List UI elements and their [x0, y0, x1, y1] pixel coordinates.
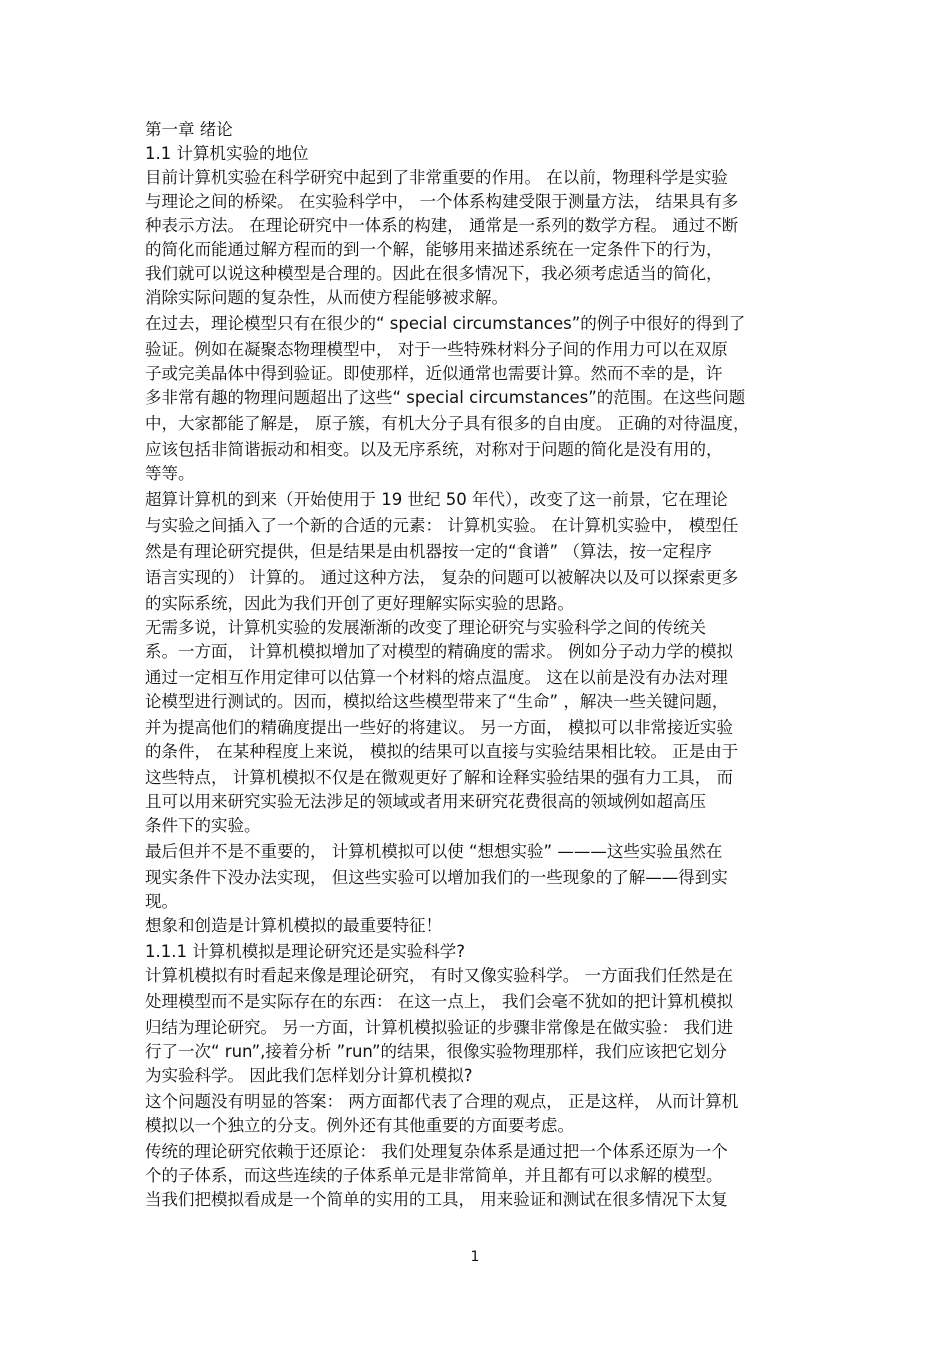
body-line: 条件下的实验。	[145, 816, 261, 835]
body-line: 论模型进行测试的。因而，模拟给这些模型带来了“生命” ，解决一些关键问题，	[145, 692, 729, 711]
body-line: 系。一方面， 计算机模拟增加了对模型的精确度的需求。 例如分子动力学的模拟	[145, 642, 733, 661]
body-line: 现实条件下没办法实现， 但这些实验可以增加我们的一些现象的了解——得到实	[145, 868, 728, 887]
body-line: 应该包括非简谐振动和相变。以及无序系统，对称对于问题的简化是没有用的，	[145, 440, 723, 459]
body-line: 的简化而能通过解方程而的到一个解，能够用来描述系统在一定条件下的行为，	[145, 240, 723, 259]
body-line: 处理模型而不是实际存在的东西： 在这一点上， 我们会毫不犹如的把计算机模拟	[145, 992, 733, 1011]
body-line: 我们就可以说这种模型是合理的。因此在很多情况下，我必须考虑适当的简化，	[145, 264, 723, 283]
body-line: 消除实际问题的复杂性，从而使方程能够被求解。	[145, 288, 508, 307]
body-line: 模拟以一个独立的分支。例外还有其他重要的方面要考虑。	[145, 1116, 574, 1135]
body-line: 验证。例如在凝聚态物理模型中， 对于一些特殊材料分子间的作用力可以在双原	[145, 340, 728, 359]
section-heading: 1.1 计算机实验的地位	[145, 144, 309, 163]
body-line: 个的子体系，而这些连续的子体系单元是非常简单，并且都有可以求解的模型。	[145, 1166, 723, 1185]
body-line: 目前计算机实验在科学研究中起到了非常重要的作用。 在以前，物理科学是实验	[145, 168, 728, 187]
body-line: 与理论之间的桥梁。 在实验科学中， 一个体系构建受限于测量方法， 结果具有多	[145, 192, 739, 211]
body-line: 这个问题没有明显的答案： 两方面都代表了合理的观点， 正是这样， 从而计算机	[145, 1092, 739, 1111]
body-line: 然是有理论研究提供，但是结果是由机器按一定的“食谱” （算法，按一定程序	[145, 542, 712, 561]
body-line: 并为提高他们的精确度提出一些好的将建议。 另一方面， 模拟可以非常接近实验	[145, 718, 733, 737]
page-number: 1	[470, 1249, 480, 1265]
body-line: 的条件， 在某种程度上来说， 模拟的结果可以直接与实验结果相比较。 正是由于	[145, 742, 739, 761]
body-line: 多非常有趣的物理问题超出了这些“ special circumstances”的范围。在这些问题	[145, 388, 746, 407]
body-line: 当我们把模拟看成是一个简单的实用的工具， 用来验证和测试在很多情况下太复	[145, 1190, 728, 1209]
body-line: 语言实现的） 计算的。 通过这种方法， 复杂的问题可以被解决以及可以探索更多	[145, 568, 739, 587]
body-line: 超算计算机的到来（开始使用于 19 世纪 50 年代），改变了这一前景，它在理论	[145, 490, 728, 509]
body-line: 最后但并不是不重要的， 计算机模拟可以使 “想想实验” ———这些实验虽然在	[145, 842, 723, 861]
body-line: 等等。	[145, 464, 195, 483]
body-line: 归结为理论研究。 另一方面，计算机模拟验证的步骤非常像是在做实验： 我们进	[145, 1018, 733, 1037]
body-line: 传统的理论研究依赖于还原论： 我们处理复杂体系是通过把一个体系还原为一个	[145, 1142, 728, 1161]
body-line: 行了一次“ run”,接着分析 ”run”的结果，很像实验物理那样，我们应该把它划分	[145, 1042, 728, 1061]
body-line: 种表示方法。 在理论研究中一体系的构建， 通常是一系列的数学方程。 通过不断	[145, 216, 739, 235]
body-line: 现。	[145, 892, 178, 911]
body-line: 无需多说，计算机实验的发展渐渐的改变了理论研究与实验科学之间的传统关	[145, 618, 706, 637]
body-line: 想象和创造是计算机模拟的最重要特征！	[145, 916, 442, 935]
subsection-heading: 1.1.1 计算机模拟是理论研究还是实验科学?	[145, 942, 465, 961]
body-line: 中，大家都能了解是， 原子簇，有机大分子具有很多的自由度。 正确的对待温度，	[145, 414, 750, 433]
chapter-title: 第一章 绪论	[145, 120, 233, 139]
body-line: 为实验科学。 因此我们怎样划分计算机模拟?	[145, 1066, 473, 1085]
body-line: 且可以用来研究实验无法涉足的领域或者用来研究花费很高的领域例如超高压	[145, 792, 706, 811]
body-line: 的实际系统，因此为我们开创了更好理解实际实验的思路。	[145, 594, 574, 613]
body-line: 通过一定相互作用定律可以估算一个材料的熔点温度。 这在以前是没有办法对理	[145, 668, 728, 687]
body-line: 这些特点， 计算机模拟不仅是在微观更好了解和诠释实验结果的强有力工具， 而	[145, 768, 733, 787]
body-line: 计算机模拟有时看起来像是理论研究， 有时又像实验科学。 一方面我们任然是在	[145, 966, 733, 985]
body-line: 在过去，理论模型只有在很少的“ special circumstances”的例子中很好的得到了	[145, 314, 746, 333]
body-line: 子或完美晶体中得到验证。即使那样，近似通常也需要计算。然而不幸的是，许	[145, 364, 723, 383]
body-line: 与实验之间插入了一个新的合适的元素： 计算机实验。 在计算机实验中， 模型任	[145, 516, 739, 535]
